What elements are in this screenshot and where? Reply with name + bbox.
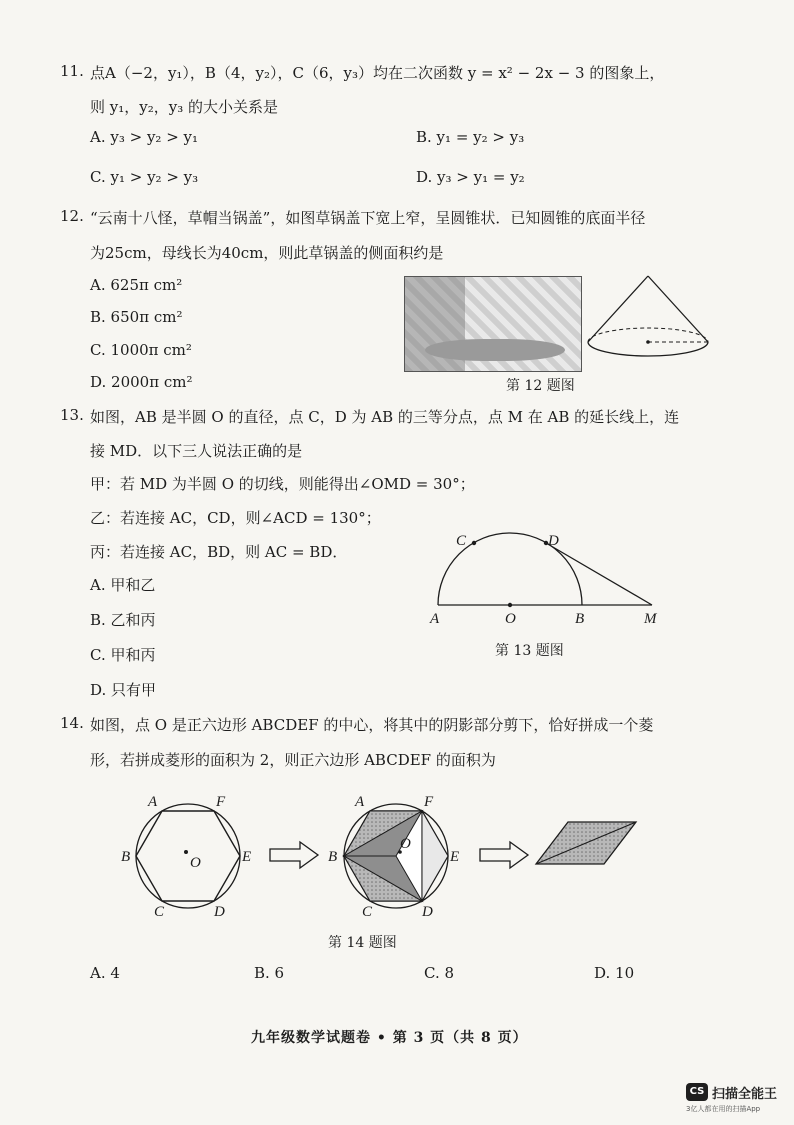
- label-m: M: [644, 611, 657, 627]
- hex2-label-o: O: [400, 836, 411, 852]
- hex2-label-f: F: [424, 794, 434, 810]
- straw-hat-photo: [404, 276, 582, 372]
- q11-option-c: C. y₁ > y₂ > y₃: [90, 168, 199, 186]
- q12-stem-line1: “云南十八怪，草帽当锅盖”，如图草锅盖下宽上窄，呈圆锥状．已知圆锥的底面半径: [90, 209, 646, 227]
- q11-stem-line2: 则 y₁，y₂，y₃ 的大小关系是: [90, 98, 278, 116]
- q13-option-a: A. 甲和乙: [90, 576, 156, 594]
- hexagon-figure-1: [118, 788, 258, 922]
- point-o: [508, 603, 512, 607]
- camscanner-brand: 扫描全能王: [712, 1087, 778, 1102]
- q12-option-d: D. 2000π cm²: [90, 373, 193, 391]
- q11-option-a: A. y₃ > y₂ > y₁: [90, 128, 199, 146]
- hex1-label-e: E: [242, 849, 252, 865]
- q13-option-b: B. 乙和丙: [90, 611, 156, 629]
- q14-stem-line2: 形，若拼成菱形的面积为 2，则正六边形 ABCDEF 的面积为: [90, 751, 496, 769]
- cone-figure: [580, 266, 716, 376]
- q12-option-c: C. 1000π cm²: [90, 341, 192, 359]
- center-o-1: [184, 850, 188, 854]
- q11-option-b: B. y₁ = y₂ > y₃: [416, 128, 525, 146]
- q13-statement-yi: 乙：若连接 AC，CD，则∠ACD = 130°；: [90, 509, 381, 527]
- q11-number: 11.: [60, 62, 84, 80]
- q14-option-b: B. 6: [254, 964, 285, 982]
- line-md: [546, 543, 652, 605]
- cone-center-dot: [646, 340, 650, 344]
- label-c: C: [456, 533, 467, 549]
- label-a: A: [430, 611, 440, 627]
- label-d: D: [548, 533, 559, 549]
- label-b: B: [575, 611, 585, 627]
- arrow-right-icon-2: [478, 840, 530, 870]
- q13-option-c: C. 甲和丙: [90, 646, 156, 664]
- q14-option-c: C. 8: [424, 964, 455, 982]
- q13-stem-line2: 接 MD．以下三人说法正确的是: [90, 442, 303, 460]
- cone-base-back: [588, 328, 708, 342]
- shaded-right: [422, 811, 448, 901]
- q11-option-d: D. y₃ > y₁ = y₂: [416, 168, 525, 186]
- cone-left-edge: [588, 276, 648, 342]
- q13-statement-bing: 丙：若连接 AC，BD，则 AC = BD．: [90, 543, 348, 561]
- q13-caption: 第 13 题图: [495, 643, 564, 659]
- q13-number: 13.: [60, 406, 84, 424]
- semicircle-figure: [420, 525, 670, 630]
- page-footer: 九年级数学试题卷 • 第 3 页（共 8 页）: [251, 1030, 528, 1046]
- q14-caption: 第 14 题图: [328, 935, 397, 951]
- hex1-label-o: O: [190, 855, 201, 871]
- hex2-label-e: E: [450, 849, 460, 865]
- cone-right-edge: [648, 276, 708, 342]
- point-c: [472, 541, 476, 545]
- label-o: O: [505, 611, 516, 627]
- hexagon-figure-2: [322, 788, 472, 922]
- cone-base-front: [588, 342, 708, 356]
- hex2-label-d: D: [422, 904, 433, 920]
- q13-statement-jia: 甲：若 MD 为半圆 O 的切线，则能得出∠OMD = 30°；: [90, 475, 475, 493]
- q12-stem-line2: 为25cm，母线长为40cm，则此草锅盖的侧面积约是: [90, 244, 444, 262]
- hex1-label-f: F: [216, 794, 226, 810]
- hex1-label-a: A: [148, 794, 158, 810]
- rhombus-figure: [532, 818, 642, 870]
- hex2-label-a: A: [355, 794, 365, 810]
- hex1-label-d: D: [214, 904, 225, 920]
- camscanner-tagline: 3亿人都在用的扫描App: [686, 1105, 761, 1113]
- q14-stem-line1: 如图，点 O 是正六边形 ABCDEF 的中心，将其中的阴影部分剪下，恰好拼成一个菱: [90, 716, 654, 734]
- camscanner-logo-icon: CS: [686, 1083, 708, 1101]
- q11-stem-line1: 点A（−2，y₁），B（4，y₂），C（6，y₃）均在二次函数 y = x² − 2x − 3 的图象上，: [90, 64, 665, 82]
- hex2-label-b: B: [328, 849, 338, 865]
- q13-option-d: D. 只有甲: [90, 681, 157, 699]
- q12-option-b: B. 650π cm²: [90, 308, 183, 326]
- q12-caption: 第 12 题图: [506, 378, 575, 394]
- hexagon-1: [136, 811, 240, 901]
- hex1-label-c: C: [154, 904, 165, 920]
- arrow-right-icon-1: [268, 840, 320, 870]
- q12-option-a: A. 625π cm²: [90, 276, 183, 294]
- circumscribed-circle-1: [136, 804, 240, 908]
- q12-number: 12.: [60, 207, 84, 225]
- q14-option-d: D. 10: [594, 964, 635, 982]
- q13-stem-line1: 如图，AB 是半圆 O 的直径，点 C，D 为 AB 的三等分点，点 M 在 AB 的延长线上，连: [90, 408, 680, 426]
- hex1-label-b: B: [121, 849, 131, 865]
- q14-option-a: A. 4: [90, 964, 120, 982]
- hex2-label-c: C: [362, 904, 373, 920]
- straw-hat-shape: [425, 339, 565, 361]
- q14-number: 14.: [60, 714, 84, 732]
